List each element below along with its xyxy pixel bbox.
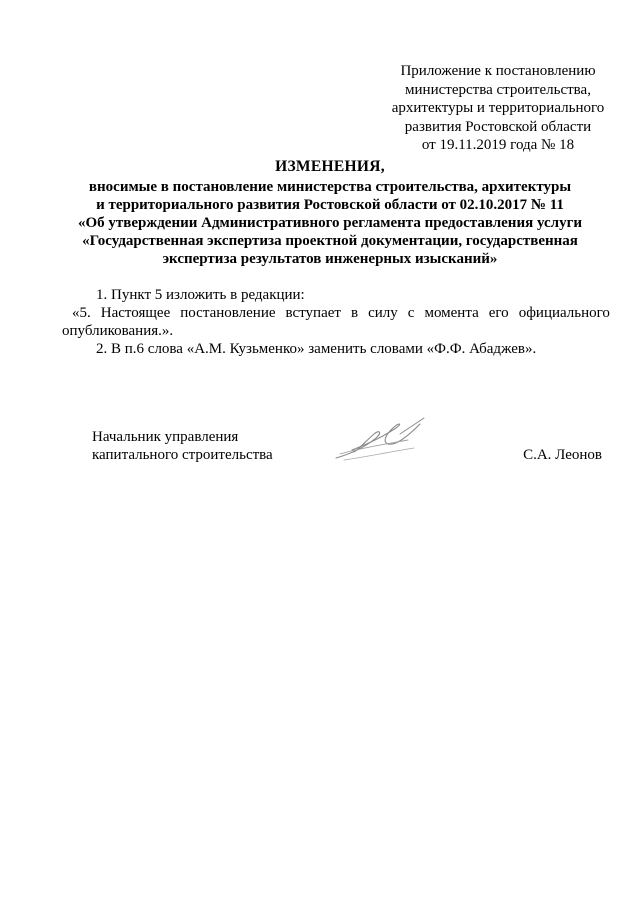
quote-continuation: опубликования.». <box>62 323 174 339</box>
title-heading: ИЗМЕНЕНИЯ, <box>275 158 385 175</box>
appendix-header <box>380 62 616 155</box>
quote-word: Настоящее <box>100 305 171 321</box>
appendix-line: развития Ростовской области <box>404 118 592 135</box>
handwritten-signature-image <box>330 414 430 464</box>
item-1-paragraph: 1. Пункт 5 изложить в редакции: <box>96 287 305 303</box>
quote-paragraph <box>62 304 610 322</box>
title-line: и территориального развития Ростовской области от 02.10.2017 № 11 <box>96 197 564 213</box>
item-2-paragraph: 2. В п.6 слова «А.М. Кузьменко» заменить словами «Ф.Ф. Абаджев». <box>96 341 537 357</box>
quote-word: «5. <box>72 305 91 321</box>
position-line: капитального строительства <box>92 447 273 463</box>
title-line: «Государственная экспертиза проектной документации, государственная <box>82 233 578 249</box>
document-body <box>62 286 610 358</box>
position-line: Начальник управления <box>92 429 239 445</box>
appendix-line: Приложение к постановлению <box>400 63 596 79</box>
appendix-line: архитектуры и территориального <box>391 100 605 116</box>
quote-word: момента <box>424 305 479 321</box>
signature-block <box>92 428 602 478</box>
quote-word: официального <box>518 305 610 321</box>
quote-word: постановление <box>180 305 276 321</box>
quote-word: вступает <box>285 305 341 321</box>
title-line: вносимые в постановление министерства строительства, архитектуры <box>88 179 572 195</box>
quote-word: его <box>488 305 509 321</box>
quote-word: в <box>350 305 359 321</box>
title-line: «Об утверждении Административного регламента предоставления услуги <box>77 215 583 231</box>
appendix-line: от 19.11.2019 года № 18 <box>421 137 575 153</box>
quote-word: силу <box>368 305 398 321</box>
quote-word: с <box>407 305 415 321</box>
appendix-line: министерства строительства, <box>405 81 591 98</box>
title-line: экспертиза результатов инженерных изысканий» <box>162 251 498 267</box>
document-title <box>60 158 600 268</box>
signatory-name: С.А. Леонов <box>523 447 602 463</box>
